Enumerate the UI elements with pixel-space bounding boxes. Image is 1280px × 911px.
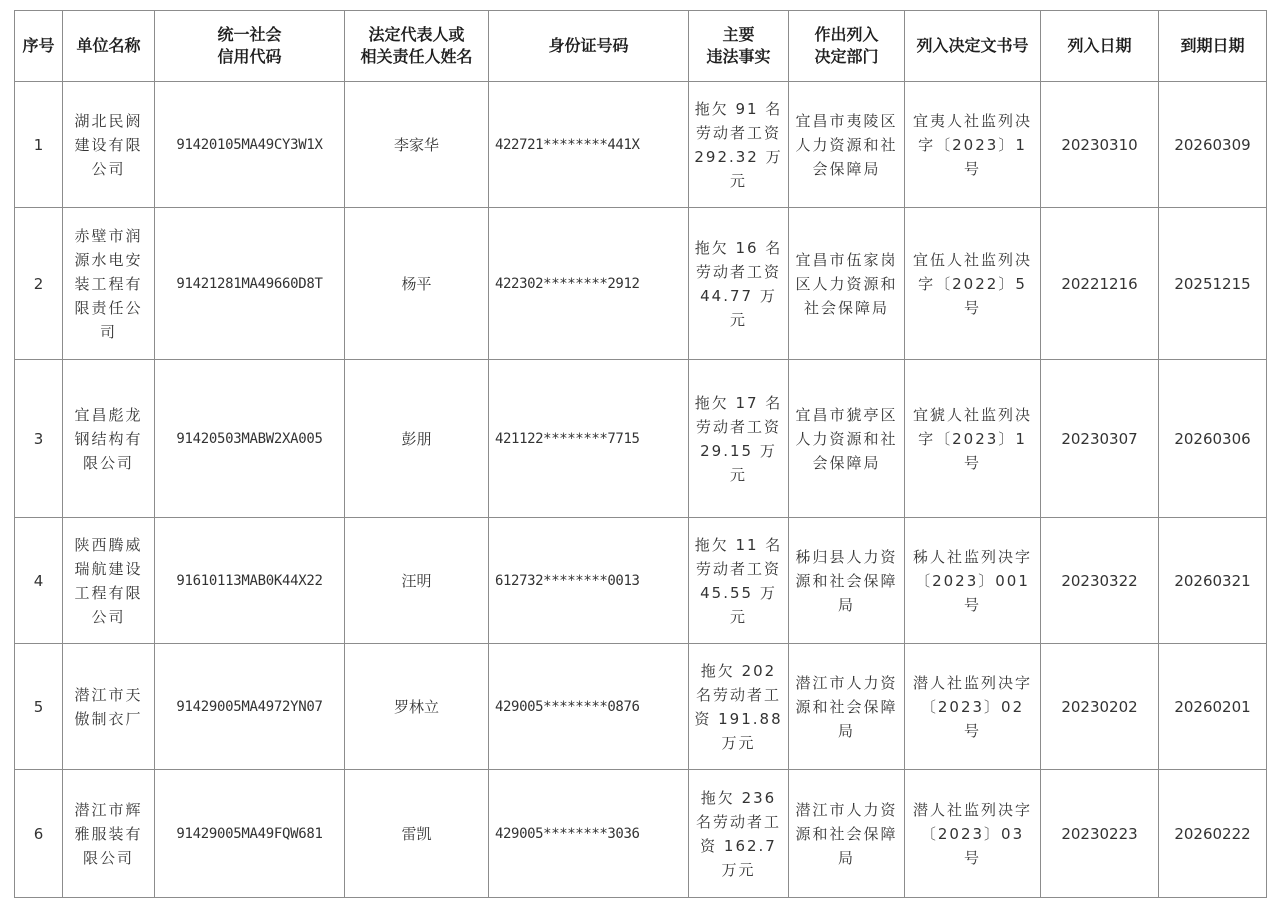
header-row — [15, 11, 1267, 82]
cell-id-number: 612732********0013 — [489, 518, 689, 644]
cell-expiry-date: 20260321 — [1159, 518, 1267, 644]
cell-violation-fact: 拖欠 11 名劳动者工资 45.55 万元 — [689, 518, 789, 644]
header-label-line: 统一社会 — [217, 25, 282, 44]
cell-listed-date: 20230310 — [1041, 82, 1159, 208]
header-credit-code — [155, 11, 345, 82]
header-unit-name — [63, 11, 155, 82]
cell-decision-dept: 宜昌市伍家岗区人力资源和社会保障局 — [789, 208, 905, 360]
cell-expiry-date: 20251215 — [1159, 208, 1267, 360]
cell-legal-person: 雷凯 — [345, 770, 489, 898]
cell-expiry-date: 20260309 — [1159, 82, 1267, 208]
table-row — [15, 360, 1267, 518]
cell-id-number: 429005********0876 — [489, 644, 689, 770]
header-label-line: 法定代表人或 — [368, 25, 465, 44]
header-label-line: 决定部门 — [814, 47, 879, 66]
header-label-line: 序号 — [22, 36, 55, 55]
cell-seq: 1 — [15, 82, 63, 208]
cell-legal-person: 李家华 — [345, 82, 489, 208]
header-label-line: 相关责任人姓名 — [360, 47, 473, 66]
cell-expiry-date: 20260306 — [1159, 360, 1267, 518]
cell-unit-name: 潜江市辉雅服装有限公司 — [63, 770, 155, 898]
cell-credit-code: 91421281MA49660D8T — [155, 208, 345, 360]
header-violation-fact — [689, 11, 789, 82]
cell-credit-code: 91429005MA4972YN07 — [155, 644, 345, 770]
header-label-line: 违法事实 — [706, 47, 771, 66]
cell-decision-doc: 宜夷人社监列决字〔2023〕1 号 — [905, 82, 1041, 208]
table-body — [15, 82, 1267, 898]
cell-unit-name: 湖北民阏建设有限公司 — [63, 82, 155, 208]
cell-credit-code: 91429005MA49FQW681 — [155, 770, 345, 898]
header-listed-date — [1041, 11, 1159, 82]
header-label-line: 主要 — [722, 25, 755, 44]
table-header — [15, 11, 1267, 82]
cell-violation-fact: 拖欠 91 名劳动者工资 292.32 万元 — [689, 82, 789, 208]
cell-decision-dept: 潜江市人力资源和社会保障局 — [789, 770, 905, 898]
cell-expiry-date: 20260222 — [1159, 770, 1267, 898]
header-label-line: 列入日期 — [1067, 36, 1132, 55]
table-row — [15, 518, 1267, 644]
cell-decision-dept: 宜昌市猇亭区人力资源和社会保障局 — [789, 360, 905, 518]
header-label-line: 到期日期 — [1180, 36, 1245, 55]
cell-unit-name: 陕西腾威瑞航建设工程有限公司 — [63, 518, 155, 644]
cell-legal-person: 杨平 — [345, 208, 489, 360]
cell-seq: 6 — [15, 770, 63, 898]
cell-decision-dept: 秭归县人力资源和社会保障局 — [789, 518, 905, 644]
cell-legal-person: 汪明 — [345, 518, 489, 644]
cell-violation-fact: 拖欠 17 名劳动者工资 29.15 万元 — [689, 360, 789, 518]
cell-id-number: 422721********441X — [489, 82, 689, 208]
cell-id-number: 422302********2912 — [489, 208, 689, 360]
cell-decision-doc: 宜伍人社监列决字〔2022〕5 号 — [905, 208, 1041, 360]
cell-seq: 5 — [15, 644, 63, 770]
header-label-line: 身份证号码 — [548, 36, 629, 55]
cell-seq: 3 — [15, 360, 63, 518]
cell-credit-code: 91420503MABW2XA005 — [155, 360, 345, 518]
cell-decision-doc: 秭人社监列决字〔2023〕001 号 — [905, 518, 1041, 644]
header-label-line: 单位名称 — [76, 36, 141, 55]
header-decision-doc — [905, 11, 1041, 82]
cell-legal-person: 彭朋 — [345, 360, 489, 518]
cell-credit-code: 91420105MA49CY3W1X — [155, 82, 345, 208]
cell-listed-date: 20230202 — [1041, 644, 1159, 770]
table-row — [15, 770, 1267, 898]
header-decision-dept — [789, 11, 905, 82]
cell-listed-date: 20230322 — [1041, 518, 1159, 644]
cell-decision-dept: 宜昌市夷陵区人力资源和社会保障局 — [789, 82, 905, 208]
cell-listed-date: 20221216 — [1041, 208, 1159, 360]
cell-legal-person: 罗林立 — [345, 644, 489, 770]
header-label-line: 作出列入 — [814, 25, 879, 44]
cell-seq: 4 — [15, 518, 63, 644]
cell-unit-name: 赤壁市润源水电安装工程有限责任公司 — [63, 208, 155, 360]
cell-credit-code: 91610113MAB0K44X22 — [155, 518, 345, 644]
cell-unit-name: 潜江市天傲制衣厂 — [63, 644, 155, 770]
cell-unit-name: 宜昌彪龙钢结构有限公司 — [63, 360, 155, 518]
table-row — [15, 644, 1267, 770]
blacklist-table — [14, 10, 1267, 898]
header-id-number — [489, 11, 689, 82]
cell-expiry-date: 20260201 — [1159, 644, 1267, 770]
cell-listed-date: 20230307 — [1041, 360, 1159, 518]
table-row — [15, 82, 1267, 208]
header-label-line: 信用代码 — [217, 47, 282, 66]
header-label-line: 列入决定文书号 — [916, 36, 1029, 55]
cell-id-number: 429005********3036 — [489, 770, 689, 898]
table-row — [15, 208, 1267, 360]
header-expiry-date — [1159, 11, 1267, 82]
cell-violation-fact: 拖欠 236 名劳动者工资 162.7 万元 — [689, 770, 789, 898]
cell-seq: 2 — [15, 208, 63, 360]
cell-decision-doc: 潜人社监列决字〔2023〕03 号 — [905, 770, 1041, 898]
cell-decision-dept: 潜江市人力资源和社会保障局 — [789, 644, 905, 770]
cell-listed-date: 20230223 — [1041, 770, 1159, 898]
cell-violation-fact: 拖欠 16 名劳动者工资 44.77 万元 — [689, 208, 789, 360]
cell-violation-fact: 拖欠 202 名劳动者工资 191.88 万元 — [689, 644, 789, 770]
header-legal-person — [345, 11, 489, 82]
header-seq — [15, 11, 63, 82]
cell-id-number: 421122********7715 — [489, 360, 689, 518]
cell-decision-doc: 宜猇人社监列决字〔2023〕1 号 — [905, 360, 1041, 518]
cell-decision-doc: 潜人社监列决字〔2023〕02 号 — [905, 644, 1041, 770]
